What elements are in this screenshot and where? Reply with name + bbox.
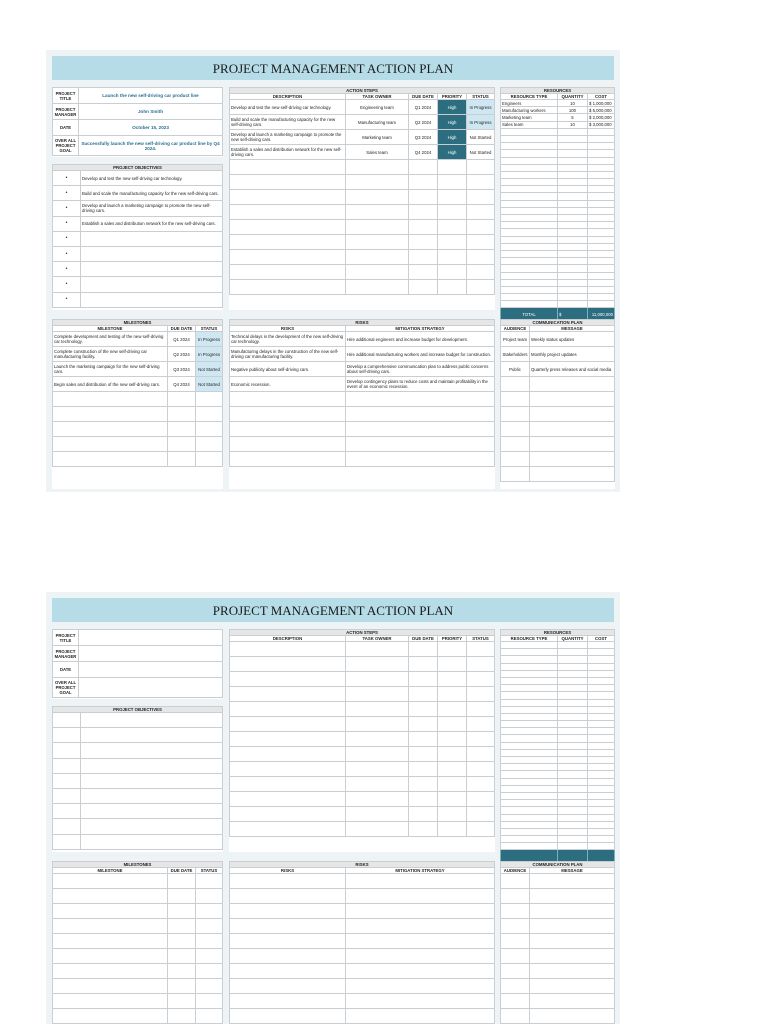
milestone-due[interactable]: Q1 2024 — [168, 332, 196, 347]
objective-item-empty[interactable] — [81, 262, 223, 277]
col-audience: AUDIENCE — [501, 326, 530, 332]
priority-badge[interactable]: High — [438, 100, 467, 115]
action-due[interactable]: Q3 2024 — [409, 130, 438, 145]
resource-qty[interactable]: 10 — [558, 121, 588, 128]
milestone-text[interactable]: Complete construction of the new self-driving car manufacturing facility. — [53, 347, 168, 362]
col-task-owner: TASK OWNER — [346, 636, 409, 642]
resource-row — [501, 121, 615, 128]
milestone-text[interactable]: Launch the marketing campaign for the new self-driving cars. — [53, 362, 168, 377]
action-plan-sheet-blank — [46, 592, 620, 1024]
milestone-status[interactable]: Not Started — [196, 362, 223, 377]
milestone-status[interactable]: In Progress — [196, 332, 223, 347]
milestone-row — [53, 377, 223, 392]
objectives-panel — [52, 706, 223, 852]
communication-panel — [500, 319, 615, 489]
objective-bullet: • — [53, 216, 81, 231]
action-plan-sheet-filled — [46, 50, 620, 492]
status-badge[interactable]: In Progress — [467, 100, 495, 115]
mitigation-text[interactable]: Hire additional engineers and increase budget for development. — [346, 332, 495, 347]
objectives-panel — [52, 164, 223, 310]
resource-row — [501, 100, 615, 107]
action-steps-header: ACTION STEPS — [230, 88, 495, 94]
resources-panel — [500, 629, 615, 852]
milestone-text[interactable]: Complete development and testing of the new self-driving car technology. — [53, 332, 168, 347]
col-description: DESCRIPTION — [230, 94, 346, 100]
col-cost: COST — [588, 636, 615, 642]
action-due[interactable]: Q1 2024 — [409, 100, 438, 115]
project-info-panel — [52, 87, 223, 157]
milestones-header: MILESTONES — [53, 320, 223, 326]
resources-panel — [500, 87, 615, 318]
label-project-title: PROJECT TITLE — [53, 88, 79, 104]
milestone-due[interactable]: Q2 2024 — [168, 347, 196, 362]
resource-type[interactable]: Manufacturing workers — [501, 107, 558, 114]
communication-row — [501, 362, 615, 377]
audience-text[interactable]: Stakeholders — [501, 347, 530, 362]
risk-row — [230, 362, 495, 377]
col-task-owner: TASK OWNER — [346, 94, 409, 100]
col-milestone: MILESTONE — [53, 868, 168, 874]
col-message: MESSAGE — [530, 868, 615, 874]
risk-row — [230, 377, 495, 392]
objective-bullet: • — [53, 201, 81, 216]
action-steps-panel — [229, 87, 495, 310]
resource-cost[interactable]: $ 5,000,000 — [588, 107, 615, 114]
col-status: STATUS — [467, 636, 495, 642]
col-quantity: QUANTITY — [558, 94, 588, 100]
project-info-panel — [52, 629, 223, 699]
risk-text[interactable]: Negative publicity about self-driving cars. — [230, 362, 346, 377]
objective-item[interactable]: Develop and launch a marketing campaign to promote the new self-driving cars. — [81, 201, 223, 216]
action-row-empty — [230, 190, 495, 205]
milestones-panel — [52, 319, 223, 489]
risk-row — [230, 332, 495, 347]
col-priority: PRIORITY — [438, 94, 467, 100]
risk-row — [230, 347, 495, 362]
action-row-empty — [230, 265, 495, 280]
priority-badge[interactable]: High — [438, 130, 467, 145]
communication-panel — [500, 861, 615, 1024]
action-owner[interactable]: Engineering team — [346, 100, 409, 115]
action-due[interactable]: Q4 2024 — [409, 145, 438, 160]
resource-qty[interactable]: 10 — [558, 100, 588, 107]
message-text[interactable]: Monthly project updates — [530, 347, 615, 362]
action-row — [230, 115, 495, 130]
action-description[interactable]: Establish a sales and distribution network for the new self-driving cars. — [230, 145, 346, 160]
resource-qty[interactable]: 100 — [558, 107, 588, 114]
resources-header: RESOURCES — [501, 88, 615, 94]
col-due-date: DUE DATE — [409, 636, 438, 642]
objective-bullet: • — [53, 277, 81, 292]
col-message: MESSAGE — [530, 326, 615, 332]
action-row-empty — [230, 220, 495, 235]
milestone-row — [53, 332, 223, 347]
action-owner[interactable]: Sales team — [346, 145, 409, 160]
sheet-title: PROJECT MANAGEMENT ACTION PLAN — [52, 598, 614, 622]
label-project-title: PROJECT TITLE — [53, 630, 79, 646]
milestone-text[interactable]: Begin sales and distribution of the new self-driving cars. — [53, 377, 168, 392]
milestone-due[interactable]: Q3 2024 — [168, 362, 196, 377]
label-date: DATE — [53, 120, 79, 136]
objective-item-empty[interactable] — [81, 292, 223, 307]
col-milestone: MILESTONE — [53, 326, 168, 332]
action-steps-panel — [229, 629, 495, 852]
risks-panel — [229, 861, 495, 1024]
mitigation-text[interactable]: Develop contingency plans to reduce costs and maintain profitability in the event of an economic recession. — [346, 377, 495, 392]
action-row-empty — [230, 160, 495, 175]
risk-text[interactable]: Technical delays in the development of the new self-driving car technology. — [230, 332, 346, 347]
project-manager-value[interactable] — [79, 646, 223, 662]
project-manager-value[interactable]: John Smith — [79, 104, 223, 120]
date-value[interactable] — [79, 662, 223, 678]
mitigation-text[interactable]: Develop a comprehensive communication plan to address public concerns about self-driving cars. — [346, 362, 495, 377]
risks-header: RISKS — [230, 862, 495, 868]
milestone-status[interactable]: Not Started — [196, 377, 223, 392]
risk-text[interactable]: Economic recession. — [230, 377, 346, 392]
col-milestone-status: STATUS — [196, 868, 223, 874]
message-text[interactable]: Quarterly press releases and social media — [530, 362, 615, 377]
milestone-row — [53, 362, 223, 377]
action-row-empty — [230, 235, 495, 250]
col-risks: RISKS — [230, 868, 346, 874]
label-project-manager: PROJECT MANAGER — [53, 104, 79, 120]
status-badge[interactable]: Not Started — [467, 130, 495, 145]
objective-bullet: • — [53, 171, 81, 186]
action-row-empty — [230, 280, 495, 295]
label-overall-goal: OVER ALL PROJECT GOAL — [53, 678, 79, 698]
communication-header: COMMUNICATION PLAN — [501, 862, 615, 868]
objectives-header: PROJECT OBJECTIVES — [53, 165, 223, 171]
objective-item-empty[interactable] — [81, 231, 223, 246]
sheet-title: PROJECT MANAGEMENT ACTION PLAN — [52, 56, 614, 80]
risks-panel — [229, 319, 495, 489]
objective-item[interactable]: Establish a sales and distribution network for the new self-driving cars. — [81, 216, 223, 231]
action-description[interactable]: Build and scale the manufacturing capacity for the new self-driving cars. — [230, 115, 346, 130]
objective-item[interactable]: Build and scale the manufacturing capacity for the new self-driving cars. — [81, 186, 223, 201]
message-text[interactable]: Weekly status updates — [530, 332, 615, 347]
label-date: DATE — [53, 662, 79, 678]
action-owner[interactable]: Manufacturing team — [346, 115, 409, 130]
communication-header: COMMUNICATION PLAN — [501, 320, 615, 326]
status-badge[interactable]: In Progress — [467, 115, 495, 130]
action-row-empty — [230, 205, 495, 220]
action-description[interactable]: Develop and test the new self-driving car technology. — [230, 100, 346, 115]
risk-text[interactable]: Manufacturing delays in the construction of the new self-driving car manufacturing facility. — [230, 347, 346, 362]
action-description[interactable]: Develop and launch a marketing campaign to promote the new self-driving cars. — [230, 130, 346, 145]
milestones-header: MILESTONES — [53, 862, 223, 868]
col-milestone-due: DUE DATE — [168, 868, 196, 874]
label-project-manager: PROJECT MANAGER — [53, 646, 79, 662]
resource-qty[interactable]: 5 — [558, 114, 588, 121]
col-milestone-due: DUE DATE — [168, 326, 196, 332]
col-priority: PRIORITY — [438, 636, 467, 642]
objective-bullet: • — [53, 246, 81, 261]
col-due-date: DUE DATE — [409, 94, 438, 100]
project-title-value[interactable] — [79, 630, 223, 646]
total-currency: $ — [558, 308, 588, 322]
resource-type[interactable]: Sales team — [501, 121, 558, 128]
overall-goal-value[interactable]: Successfully launch the new self-driving car product line by Q4 2024. — [79, 136, 223, 156]
resources-header: RESOURCES — [501, 630, 615, 636]
milestone-row — [53, 347, 223, 362]
resource-cost[interactable]: $ 2,000,000 — [588, 114, 615, 121]
resource-row — [501, 107, 615, 114]
col-resource-type: RESOURCE TYPE — [501, 636, 558, 642]
objective-bullet: • — [53, 231, 81, 246]
col-quantity: QUANTITY — [558, 636, 588, 642]
action-row — [230, 100, 495, 115]
col-risks: RISKS — [230, 326, 346, 332]
col-mitigation: MITIGATION STRATEGY — [346, 326, 495, 332]
milestone-due[interactable]: Q4 2024 — [168, 377, 196, 392]
action-row — [230, 130, 495, 145]
resource-row — [501, 114, 615, 121]
resource-type[interactable]: Engineers — [501, 100, 558, 107]
status-badge[interactable]: Not Started — [467, 145, 495, 160]
communication-row — [501, 347, 615, 362]
label-overall-goal: OVER ALL PROJECT GOAL — [53, 136, 79, 156]
col-resource-type: RESOURCE TYPE — [501, 94, 558, 100]
total-value: 11,000,000 — [588, 308, 615, 322]
objective-bullet: • — [53, 292, 81, 307]
col-milestone-status: STATUS — [196, 326, 223, 332]
audience-text[interactable]: Project team — [501, 332, 530, 347]
total-label: TOTAL — [501, 308, 558, 322]
mitigation-text[interactable]: Hire additional manufacturing workers and increase budget for construction. — [346, 347, 495, 362]
project-title-value[interactable]: Launch the new self-driving car product line — [79, 88, 223, 104]
action-steps-header: ACTION STEPS — [230, 630, 495, 636]
resource-cost[interactable]: $ 3,000,000 — [588, 121, 615, 128]
col-description: DESCRIPTION — [230, 636, 346, 642]
col-mitigation: MITIGATION STRATEGY — [346, 868, 495, 874]
milestones-panel — [52, 861, 223, 1024]
risks-header: RISKS — [230, 320, 495, 326]
col-audience: AUDIENCE — [501, 868, 530, 874]
overall-goal-value[interactable] — [79, 678, 223, 698]
action-row-empty — [230, 175, 495, 190]
objectives-header: PROJECT OBJECTIVES — [53, 707, 223, 713]
col-cost: COST — [588, 94, 615, 100]
objective-item-empty[interactable] — [81, 277, 223, 292]
action-due[interactable]: Q2 2024 — [409, 115, 438, 130]
milestone-status[interactable]: In Progress — [196, 347, 223, 362]
resource-cost[interactable]: $ 1,000,000 — [588, 100, 615, 107]
action-owner[interactable]: Marketing team — [346, 130, 409, 145]
audience-text[interactable]: Public — [501, 362, 530, 377]
date-value[interactable]: October 15, 2023 — [79, 120, 223, 136]
objective-item[interactable]: Develop and test the new self-driving car technology. — [81, 171, 223, 186]
col-status: STATUS — [467, 94, 495, 100]
resource-type[interactable]: Marketing team — [501, 114, 558, 121]
action-row-empty — [230, 250, 495, 265]
objective-item-empty[interactable] — [81, 246, 223, 261]
objective-bullet: • — [53, 186, 81, 201]
objective-bullet: • — [53, 262, 81, 277]
communication-row — [501, 332, 615, 347]
priority-badge[interactable]: High — [438, 145, 467, 160]
action-row — [230, 145, 495, 160]
priority-badge[interactable]: High — [438, 115, 467, 130]
